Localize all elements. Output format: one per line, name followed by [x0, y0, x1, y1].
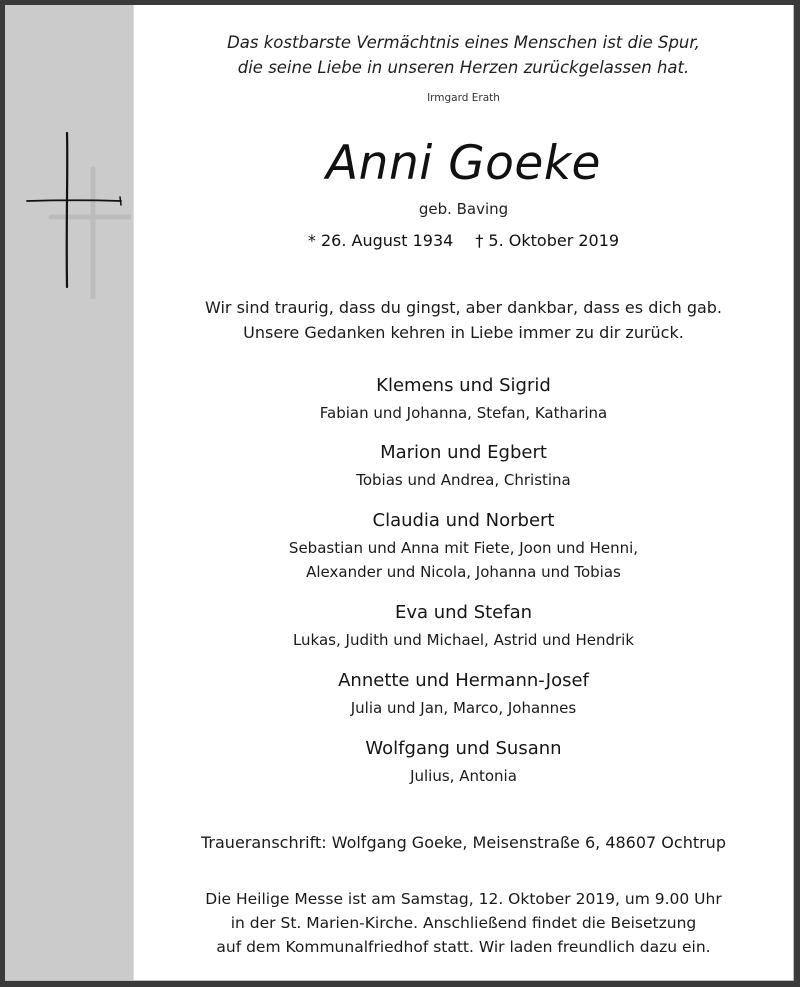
deceased-name: Anni Goeke	[326, 136, 601, 191]
obituary-notice	[5, 5, 794, 981]
quote-line-1: Das kostbarste Vermächtnis eines Menschen ist die Spur,	[227, 33, 700, 52]
life-dates	[134, 231, 793, 250]
family-kids: Lukas, Judith und Michael, Astrid und Hendrik	[292, 631, 635, 649]
birth-name: geb. Baving	[418, 200, 509, 218]
family-head: Annette und Hermann-Josef	[338, 670, 589, 691]
birth-date: * 26. August 1934	[307, 231, 454, 250]
family-head: Eva und Stefan	[394, 602, 533, 623]
mass-line-3: auf dem Kommunalfriedhof statt. Wir laden freundlich dazu ein.	[216, 938, 711, 956]
family-kids: Fabian und Johanna, Stefan, Katharina	[319, 404, 608, 422]
family-kids: Alexander und Nicola, Johanna und Tobias	[306, 563, 621, 581]
family-kids: Sebastian und Anna mit Fiete, Joon und Henni,	[288, 539, 639, 557]
family-head: Wolfgang und Susann	[365, 738, 562, 759]
quote-author: Irmgard Erath	[427, 92, 500, 104]
mourning-address: Traueranschrift: Wolfgang Goeke, Meisenstraße 6, 48607 Ochtrup	[201, 833, 726, 852]
notice-content	[134, 5, 793, 980]
family-head: Claudia und Norbert	[372, 510, 555, 531]
quote-line-2: die seine Liebe in unseren Herzen zurückgelassen hat.	[237, 58, 690, 77]
mass-line-1: Die Heilige Messe ist am Samstag, 12. Oktober 2019, um 9.00 Uhr	[205, 890, 722, 908]
mass-line-2: in der St. Marien-Kirche. Anschließend findet die Beisetzung	[230, 914, 697, 932]
family-kids: Julia und Jan, Marco, Johannes	[350, 699, 577, 717]
verse-line-2: Unsere Gedanken kehren in Liebe immer zu dir zurück.	[243, 323, 684, 342]
death-date: † 5. Oktober 2019	[475, 231, 620, 250]
family-head: Marion und Egbert	[380, 442, 547, 463]
verse-line-1: Wir sind traurig, dass du gingst, aber dankbar, dass es dich gab.	[204, 298, 723, 317]
family-head: Klemens und Sigrid	[376, 375, 551, 396]
gray-sidebar	[5, 5, 134, 980]
cross-icon	[21, 129, 131, 299]
family-kids: Julius, Antonia	[410, 767, 517, 785]
family-kids: Tobias und Andrea, Christina	[356, 471, 571, 489]
